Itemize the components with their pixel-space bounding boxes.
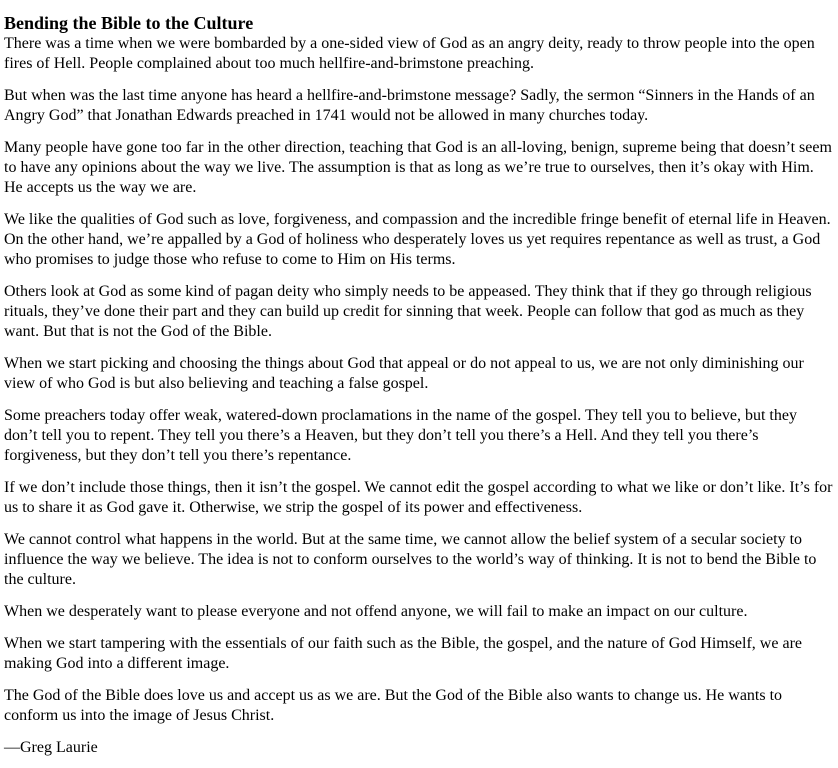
article-paragraph: When we start tampering with the essentials of our faith such as the Bible, the gospel, and the nature of God Himself, we are making God into a different image. [4,635,802,672]
author-signature: —Greg Laurie [4,739,98,756]
article-paragraph: When we desperately want to please everyone and not offend anyone, we will fail to make an impact on our culture. [4,603,748,620]
article-paragraph: Some preachers today offer weak, watered-down proclamations in the name of the gospel. They tell you to believe, but they don’t tell you to repent. They tell you there’s a Heaven, but they don’t tell you there’s a Hell. And they tell you there’s forgiveness, but they don’t tell you there’s repentance. [4,407,797,464]
article-paragraph: There was a time when we were bombarded by a one-sided view of God as an angry deity, ready to throw people into the open fires of Hell. People complained about too much hellfire-and-brimstone preaching. [4,35,815,72]
article-paragraph: When we start picking and choosing the things about God that appeal or do not appeal to us, we are not only diminishing our view of who God is but also believing and teaching a false gospel. [4,355,804,392]
article-paragraph: We cannot control what happens in the world. But at the same time, we cannot allow the belief system of a secular society to influence the way we believe. The idea is not to conform ourselves to the world’s way of thinking. It is not to bend the Bible to the culture. [4,531,817,588]
article-title: Bending the Bible to the Culture [4,13,254,33]
article-paragraph: Others look at God as some kind of pagan deity who simply needs to be appeased. They think that if they go through religious rituals, they’ve done their part and they can build up credit for sinning that week. People can follow that god as much as they want. But that is not the God of the Bible. [4,283,812,340]
article-paragraph: We like the qualities of God such as love, forgiveness, and compassion and the incredible fringe benefit of eternal life in Heaven. On the other hand, we’re appalled by a God of holiness who desperately loves us yet requires repentance as well as trust, a God who promises to judge those who refuse to come to Him on His terms. [4,211,831,268]
article-paragraph: But when was the last time anyone has heard a hellfire-and-brimstone message? Sadly, the sermon “Sinners in the Hands of an Angry God” that Jonathan Edwards preached in 1741 would not be allowed in many churches today. [4,87,815,124]
article-paragraph: The God of the Bible does love us and accept us as we are. But the God of the Bible also wants to change us. He wants to conform us into the image of Jesus Christ. [4,687,783,724]
article-paragraph: If we don’t include those things, then it isn’t the gospel. We cannot edit the gospel according to what we like or don’t like. It’s for us to share it as God gave it. Otherwise, we strip the gospel of its power and effectiveness. [4,479,833,516]
article-paragraph: Many people have gone too far in the other direction, teaching that God is an all-loving, benign, supreme being that doesn’t seem to have any opinions about the way we live. The assumption is that as long as we’re true to ourselves, then it’s okay with Him. He accepts us the way we are. [4,139,832,196]
